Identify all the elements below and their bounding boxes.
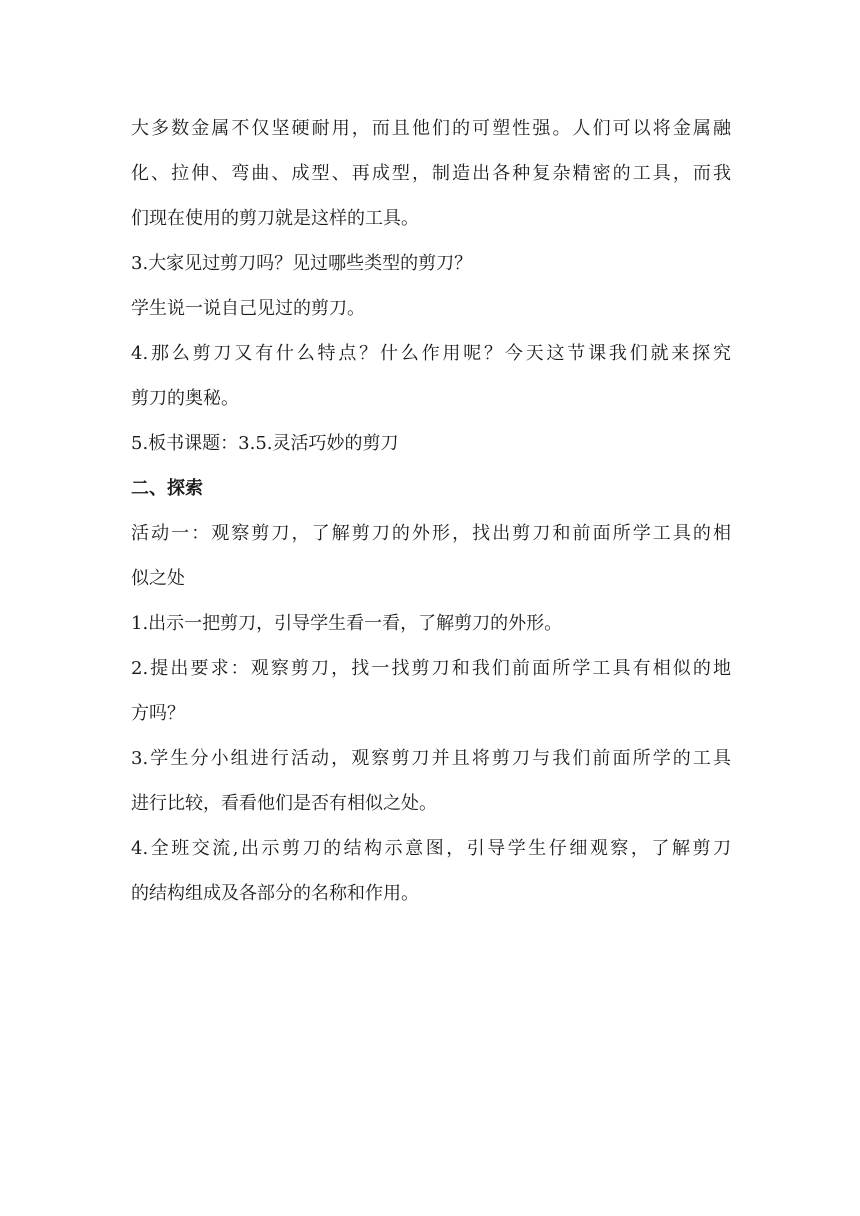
activity-title: 活动一：观察剪刀，了解剪刀的外形，找出剪刀和前面所学工具的相 [131, 523, 731, 544]
list-item: 4.全班交流,出示剪刀的结构示意图，引导学生仔细观察，了解剪刀 [131, 838, 731, 859]
paragraph-line: 大多数金属不仅坚硬耐用，而且他们的可塑性强。人们可以将金属融 [131, 118, 731, 139]
paragraph-line: 似之处 [131, 568, 185, 589]
list-item: 2.提出要求：观察剪刀，找一找剪刀和我们前面所学工具有相似的地 [131, 658, 731, 679]
paragraph-line: 的结构组成及各部分的名称和作用。 [131, 883, 419, 904]
list-item: 3.学生分小组进行活动，观察剪刀并且将剪刀与我们前面所学的工具 [131, 748, 731, 769]
list-item: 1.出示一把剪刀，引导学生看一看，了解剪刀的外形。 [131, 613, 563, 634]
document-page [131, 106, 731, 916]
paragraph-line: 们现在使用的剪刀就是这样的工具。 [131, 208, 419, 229]
paragraph-line: 学生说一说自己见过的剪刀。 [131, 298, 365, 319]
list-item: 3.大家见过剪刀吗？见过哪些类型的剪刀？ [131, 253, 473, 274]
paragraph-line: 进行比较，看看他们是否有相似之处。 [131, 793, 437, 814]
paragraph-line: 剪刀的奥秘。 [131, 388, 239, 409]
paragraph-line: 化、拉伸、弯曲、成型、再成型，制造出各种复杂精密的工具，而我 [131, 163, 731, 184]
list-item: 4.那么剪刀又有什么特点？什么作用呢？今天这节课我们就来探究 [131, 343, 731, 364]
paragraph-line: 方吗？ [131, 703, 185, 724]
section-heading: 二、探索 [131, 478, 203, 499]
list-item: 5.板书课题：3.5.灵活巧妙的剪刀 [131, 433, 399, 454]
